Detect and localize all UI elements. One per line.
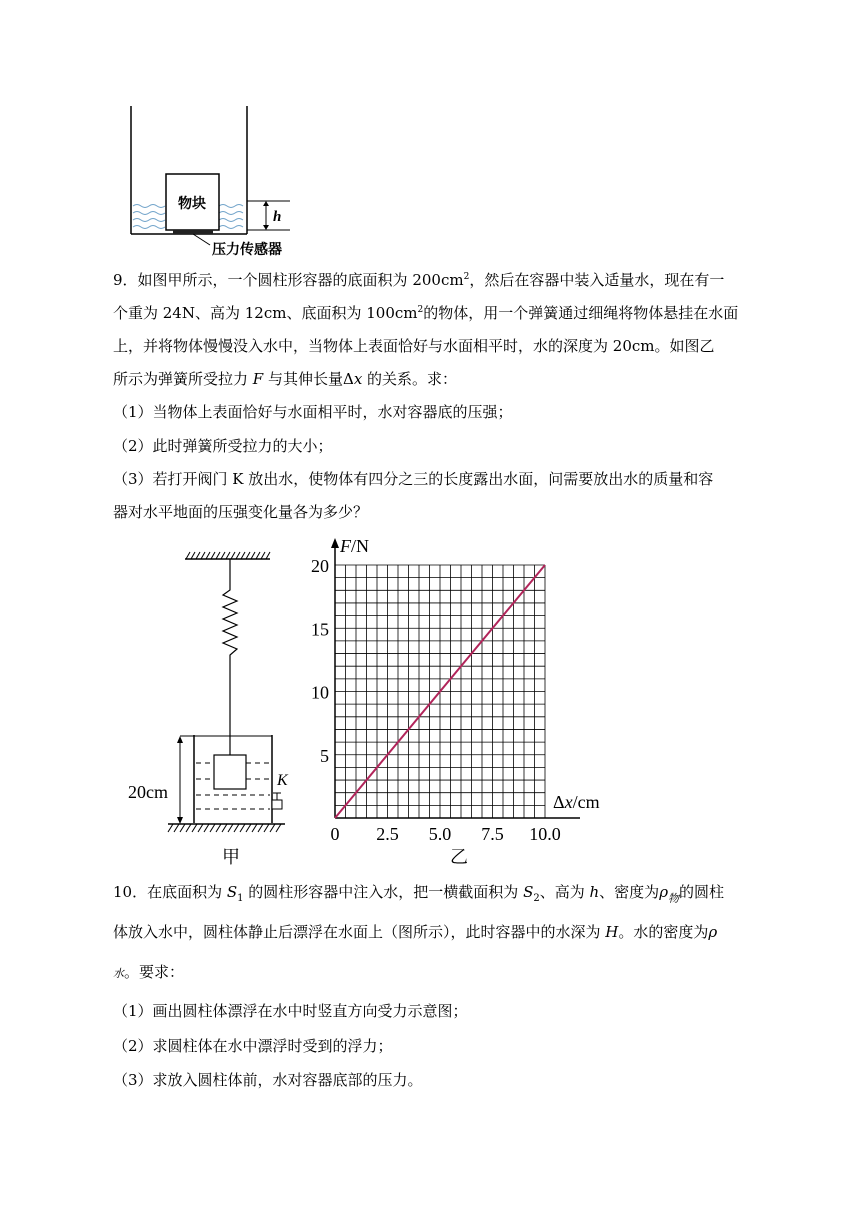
- q10-line1-text-e: 的圆柱: [679, 883, 725, 901]
- q10-line1-text-d: 、密度为: [599, 883, 660, 901]
- h-label: h: [273, 209, 282, 225]
- q9-sub3b: 器对水平地面的压强变化量各为多少？: [113, 503, 369, 521]
- valve-shape: [272, 800, 282, 809]
- x-axis-label: Δx/cm: [553, 792, 600, 812]
- x-tick-label: 5.0: [428, 824, 452, 844]
- q9-line4-text: 所示为弹簧所受拉力: [113, 370, 253, 388]
- x-tick-label: 2.5: [376, 824, 399, 844]
- var-S2: S: [523, 883, 534, 901]
- q9-line2-text-b: 的物体，用一个弹簧通过细绳将物体悬挂在水面: [423, 304, 739, 322]
- subscript-obj: 物: [668, 892, 680, 905]
- caption-jia: 甲: [222, 847, 240, 867]
- subscript-2: 2: [533, 893, 540, 904]
- subscript-water: 水: [113, 967, 124, 980]
- x-tick-label: 0: [330, 824, 340, 844]
- q10-line1-text-b: 的圆柱形容器中注入水，把一横截面积为: [243, 883, 524, 901]
- pressure-sensor-shape: [173, 230, 213, 234]
- q9-line1-text-b: ，然后在容器中装入适量水，现在有一: [469, 271, 725, 289]
- q9-line4: [113, 369, 457, 389]
- superscript: 2: [417, 305, 424, 315]
- sensor-label: 压力传感器: [212, 243, 282, 258]
- caption-yi: 乙: [450, 847, 468, 867]
- y-tick-label: 20: [311, 556, 329, 576]
- var-rho: ρ: [659, 883, 669, 901]
- q9-sub2: （2）此时弹簧所受拉力的大小；: [113, 437, 333, 455]
- q10-line2-text: 体放入水中，圆柱体静止后漂浮在水面上（图所示），此时容器中的水深为: [113, 923, 606, 941]
- q9-line2: [113, 303, 738, 323]
- y-tick-label: 5: [320, 745, 329, 766]
- y-tick-label: 10: [311, 682, 329, 703]
- y-tick-label: 15: [311, 619, 329, 640]
- q10-line3: [113, 962, 184, 984]
- depth-label: 20cm: [128, 782, 168, 802]
- subscript-1: 1: [237, 893, 244, 904]
- q10-line2: [113, 922, 717, 942]
- q10-sub3: （3）求放入圆柱体前，水对容器底部的压力。: [113, 1071, 423, 1089]
- var-H: H: [605, 923, 619, 941]
- y-tick-labels: [311, 556, 329, 766]
- y-axis-label: F/N: [340, 536, 369, 556]
- figure-yi-chart: [300, 530, 620, 870]
- var-S1: S: [226, 883, 238, 901]
- q10-sub1: （1）画出圆柱体漂浮在水中时竖直方向受力示意图；: [113, 1002, 468, 1020]
- q10-line3-text: 。要求：: [124, 963, 185, 981]
- var-F: F: [252, 370, 264, 388]
- q10-line1: [113, 882, 724, 904]
- x-tick-label: 7.5: [481, 824, 504, 844]
- var-x: x: [353, 370, 363, 388]
- q9-line1-text: 9．如图甲所示，一个圆柱形容器的底面积为 200cm: [113, 271, 464, 289]
- x-tick-label: 10.0: [529, 824, 561, 844]
- y-axis-arrow: [331, 538, 339, 548]
- q9-sub1: （1）当物体上表面恰好与水面相平时，水对容器底的压强；: [113, 403, 513, 421]
- var-h: h: [589, 883, 600, 901]
- superscript: 2: [463, 272, 470, 282]
- q9-line4-text-b: 与其伸长量Δ: [263, 370, 354, 388]
- var-rho-water: ρ: [708, 923, 718, 941]
- object-shape: [214, 755, 246, 789]
- q9-line3: [113, 336, 714, 356]
- q10-line1-text-c: 、高为: [539, 883, 590, 901]
- valve-label: K: [277, 772, 288, 789]
- q10-sub2: （2）求圆柱体在水中漂浮时受到的浮力；: [113, 1037, 393, 1055]
- x-tick-labels: [331, 824, 561, 844]
- q9-sub3a: （3）若打开阀门 K 放出水，使物体有四分之三的长度露出水面，问需要放出水的质量和容: [113, 470, 714, 488]
- top-figure: [118, 100, 318, 265]
- figure-jia: [120, 545, 300, 870]
- q9-line2-text: 个重为 24N、高为 12cm、底面积为 100cm: [113, 304, 418, 322]
- q10-line2-text-b: 。水的密度为: [618, 923, 709, 941]
- q9-line1: [113, 270, 724, 290]
- spring-shape: [223, 559, 237, 755]
- q9-line4-text-c: 的关系。求：: [362, 370, 458, 388]
- block-label: 物块: [178, 197, 206, 212]
- q10-line1-text: 10．在底面积为: [113, 883, 227, 901]
- q9-line3-text: 上，并将物体慢慢没入水中，当物体上表面恰好与水面相平时，水的深度为 20cm。如图乙: [113, 337, 715, 355]
